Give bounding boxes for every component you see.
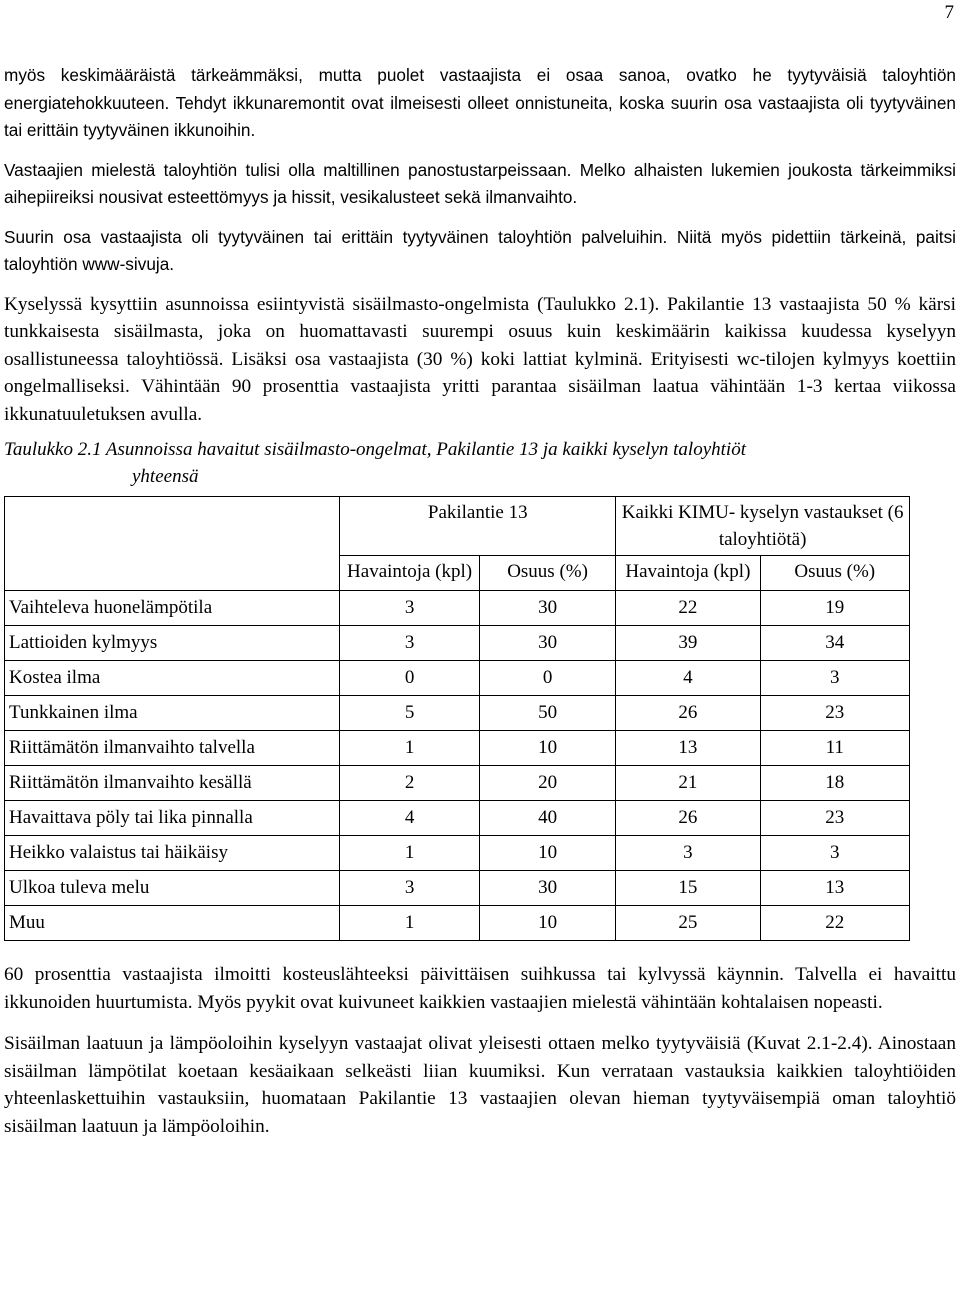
table-caption — [4, 436, 956, 490]
row-label: Tunkkainen ilma — [5, 696, 340, 731]
table-subheader-share-all: Osuus (%) — [760, 556, 909, 591]
cell-value: 10 — [479, 731, 615, 766]
row-label: Havaittava pöly tai lika pinnalla — [5, 801, 340, 836]
cell-value: 0 — [340, 661, 480, 696]
row-label: Heikko valaistus tai häikäisy — [5, 836, 340, 871]
cell-value: 40 — [479, 801, 615, 836]
cell-value: 26 — [616, 801, 760, 836]
cell-value: 10 — [479, 906, 615, 941]
cell-value: 5 — [340, 696, 480, 731]
table-caption-line1: Taulukko 2.1 Asunnoissa havaitut sisäilmasto-ongelmat, Pakilantie 13 ja kaikki kyselyn taloyhtiöt — [4, 439, 746, 460]
cell-value: 30 — [479, 626, 615, 661]
cell-value: 1 — [340, 906, 480, 941]
cell-value: 3 — [340, 871, 480, 906]
cell-value: 34 — [760, 626, 909, 661]
table-subheader-count-all: Havaintoja (kpl) — [616, 556, 760, 591]
table-row — [5, 801, 910, 836]
row-label: Lattioiden kylmyys — [5, 626, 340, 661]
cell-value: 3 — [616, 836, 760, 871]
table-header-pakilantie: Pakilantie 13 — [340, 497, 616, 556]
table-header-group-row — [5, 497, 910, 556]
paragraph-investment-needs: Vastaajien mielestä taloyhtiön tulisi olla maltillinen panostustarpeissaan. Melko alhaisten lukemien joukosta tärkeimmiksi aihepiireiksi nousivat esteettömyys ja hissit, vesikalusteet sekä ilmanvaihto. — [4, 159, 956, 207]
row-label: Riittämätön ilmanvaihto talvella — [5, 731, 340, 766]
cell-value: 50 — [479, 696, 615, 731]
row-label: Muu — [5, 906, 340, 941]
cell-value: 10 — [479, 836, 615, 871]
table-subheader-share: Osuus (%) — [479, 556, 615, 591]
cell-value: 23 — [760, 696, 909, 731]
table-row — [5, 696, 910, 731]
cell-value: 13 — [616, 731, 760, 766]
row-label: Vaihteleva huonelämpötila — [5, 591, 340, 626]
table-row — [5, 591, 910, 626]
table-row — [5, 626, 910, 661]
row-label: Kostea ilma — [5, 661, 340, 696]
cell-value: 25 — [616, 906, 760, 941]
table-row — [5, 731, 910, 766]
cell-value: 3 — [340, 626, 480, 661]
cell-value: 11 — [760, 731, 909, 766]
paragraph-energy-efficiency: myös keskimääräistä tärkeämmäksi, mutta puolet vastaajista ei osaa sanoa, ovatko he tyytyväisiä taloyhtiön energiatehokkuuteen. Tehdyt ikkunaremontit ovat ilmeisesti olleet onnistuneita, koska suurin osa vastaajista oli tyytyväinen tai erittäin tyytyväinen ikkunoihin. — [4, 65, 956, 140]
cell-value: 22 — [760, 906, 909, 941]
cell-value: 2 — [340, 766, 480, 801]
closing-section — [4, 961, 956, 1140]
cell-value: 1 — [340, 731, 480, 766]
page-number: 7 — [944, 2, 954, 23]
cell-value: 4 — [616, 661, 760, 696]
cell-value: 15 — [616, 871, 760, 906]
cell-value: 22 — [616, 591, 760, 626]
cell-value: 21 — [616, 766, 760, 801]
table-subheader-count: Havaintoja (kpl) — [340, 556, 480, 591]
cell-value: 30 — [479, 591, 615, 626]
row-label: Riittämätön ilmanvaihto kesällä — [5, 766, 340, 801]
cell-value: 39 — [616, 626, 760, 661]
cell-value: 4 — [340, 801, 480, 836]
indoor-air-problems-table — [4, 496, 910, 941]
table-header-all-kimu: Kaikki KIMU- kyselyn vastaukset (6 taloyhtiötä) — [616, 497, 910, 556]
table-row — [5, 766, 910, 801]
paragraph-indoor-air-problems: Kyselyssä kysyttiin asunnoissa esiintyvistä sisäilmasto-ongelmista (Taulukko 2.1). Pakilantie 13 vastaajista 50 % kärsi tunkkaisesta sisäilmasta, joka on huomattavasti suurempi osuus kuin keskimäärin kaikissa kuudessa kyselyyn osallistuneessa taloyhtiössä. Lisäksi osa vastaajista (30 %) koki lattiat kylminä. Erityisesti wc-tilojen kylmyys koettiin ongelmalliseksi. Vähintään 90 prosenttia vastaajista yritti parantaa sisäilman laatua vähintään 1-3 kertaa viikossa ikkunatuuletuksen avulla. — [4, 293, 956, 425]
cell-value: 13 — [760, 871, 909, 906]
table-header-empty — [5, 497, 340, 591]
cell-value: 26 — [616, 696, 760, 731]
table-row — [5, 836, 910, 871]
table-row — [5, 871, 910, 906]
cell-value: 23 — [760, 801, 909, 836]
document-body — [4, 62, 956, 1154]
table-row — [5, 906, 910, 941]
cell-value: 3 — [340, 591, 480, 626]
table-row — [5, 661, 910, 696]
cell-value: 3 — [760, 661, 909, 696]
cell-value: 0 — [479, 661, 615, 696]
cell-value: 3 — [760, 836, 909, 871]
cell-value: 30 — [479, 871, 615, 906]
paragraph-satisfaction: Sisäilman laatuun ja lämpöoloihin kyselyyn vastaajat olivat yleisesti ottaen melko tyytyväisiä (Kuvat 2.1-2.4). Ainostaan sisäilman lämpötilat koetaan kesäaikaan selkeästi liian kuumiksi. Kun verrataan vastauksia kaikkien taloyhtiöiden yhteenlaskettuihin vastauksiin, huomataan Pakilantie 13 vastaajien olevan hieman tyytyväisempiä oman taloyhtiö sisäilman laatuun ja lämpöoloihin. — [4, 1033, 956, 1137]
paragraph-services: Suurin osa vastaajista oli tyytyväinen tai erittäin tyytyväinen taloyhtiön palveluihin. Niitä myös pidettiin tärkeinä, paitsi taloyhtiön www-sivuja. — [4, 226, 956, 274]
paragraph-moisture-sources: 60 prosenttia vastaajista ilmoitti kosteuslähteeksi päivittäisen suihkussa tai kylvyssä käynnin. Talvella ei havaittu ikkunoiden huurtumista. Myös pyykit ovat kuivuneet kaikkien vastaajien mielestä vähintään kohtalaisen nopeasti. — [4, 964, 956, 1013]
cell-value: 1 — [340, 836, 480, 871]
row-label: Ulkoa tuleva melu — [5, 871, 340, 906]
cell-value: 18 — [760, 766, 909, 801]
cell-value: 19 — [760, 591, 909, 626]
table-caption-line2: yhteensä — [132, 466, 199, 487]
cell-value: 20 — [479, 766, 615, 801]
